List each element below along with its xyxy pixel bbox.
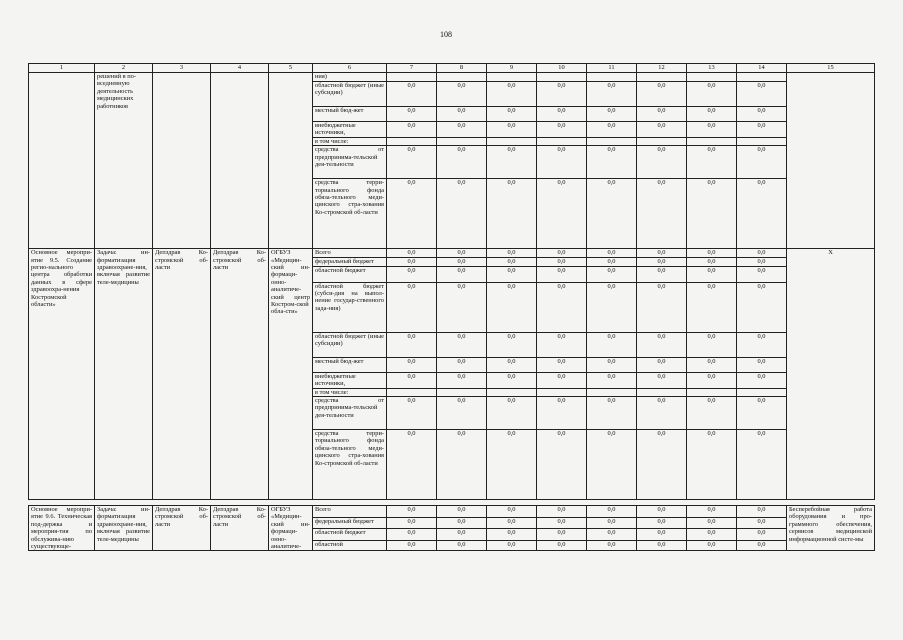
column-number: 13	[687, 64, 737, 73]
column-number: 5	[269, 64, 313, 73]
value-cell	[637, 388, 687, 396]
value-cell	[437, 388, 487, 396]
value-cell: 0,0	[537, 372, 587, 388]
value-cell: 0,0	[587, 529, 637, 541]
value-cell: 0,0	[537, 146, 587, 179]
value-cell: 0,0	[587, 397, 637, 430]
value-cell: 0,0	[387, 357, 437, 372]
value-cell: 0,0	[687, 122, 737, 138]
value-cell: 0,0	[487, 179, 537, 249]
value-cell: 0,0	[637, 249, 687, 257]
value-cell: 0,0	[687, 257, 737, 266]
value-cell: 0,0	[687, 82, 737, 107]
value-cell: 0,0	[687, 179, 737, 249]
value-cell: 0,0	[687, 397, 737, 430]
column-number: 8	[437, 64, 487, 73]
value-cell: 0,0	[687, 540, 737, 551]
value-cell: 0,0	[437, 107, 487, 122]
result-cell: Бесперебойная работа оборудования и про-граммного обеспечения, сервисов медицинской информационной систе-мы	[787, 506, 875, 551]
value-cell: 0,0	[437, 372, 487, 388]
value-cell: 0,0	[637, 372, 687, 388]
value-cell	[537, 388, 587, 396]
column-number: 6	[313, 64, 387, 73]
value-cell: 0,0	[637, 357, 687, 372]
empty-cell	[211, 73, 269, 249]
value-cell: 0,0	[687, 332, 737, 357]
column-number: 10	[537, 64, 587, 73]
value-cell: 0,0	[487, 540, 537, 551]
participant-cell: ОГБУЗ «Медицин-ский ин-формаци-онно-аналитиче-ский центр Костром-ской обла-сти»	[269, 249, 313, 500]
value-cell: 0,0	[637, 282, 687, 332]
funding-source-label: федеральный бюджет	[313, 517, 387, 529]
value-cell: 0,0	[387, 282, 437, 332]
value-cell: 0,0	[587, 107, 637, 122]
value-cell: 0,0	[737, 107, 787, 122]
value-cell: 0,0	[737, 82, 787, 107]
value-cell	[487, 73, 537, 82]
value-cell: 0,0	[637, 540, 687, 551]
value-cell: 0,0	[637, 146, 687, 179]
value-cell: 0,0	[437, 517, 487, 529]
value-cell	[487, 137, 537, 145]
value-cell: 0,0	[537, 122, 587, 138]
value-cell: 0,0	[737, 430, 787, 500]
value-cell	[587, 388, 637, 396]
funding-source-label: федеральный бюджет	[313, 257, 387, 266]
value-cell	[637, 73, 687, 82]
value-cell	[587, 137, 637, 145]
table-row	[29, 506, 875, 518]
task-cell: решений в по-вседневную деятельность медицинских работников	[95, 73, 153, 249]
value-cell: 0,0	[387, 332, 437, 357]
column-number: 4	[211, 64, 269, 73]
table-row	[29, 73, 875, 82]
value-cell: 0,0	[737, 257, 787, 266]
value-cell: 0,0	[587, 122, 637, 138]
value-cell: 0,0	[537, 540, 587, 551]
value-cell: 0,0	[687, 529, 737, 541]
value-cell: 0,0	[487, 357, 537, 372]
value-cell: 0,0	[687, 107, 737, 122]
value-cell	[487, 388, 537, 396]
value-cell: 0,0	[387, 146, 437, 179]
value-cell: 0,0	[687, 282, 737, 332]
value-cell: 0,0	[437, 282, 487, 332]
value-cell: 0,0	[487, 82, 537, 107]
funding-source-label: средства терри-ториального фонда обяза-тельного меди-цинского стра-хования Ко-стромской об-ласти	[313, 179, 387, 249]
value-cell: 0,0	[387, 506, 437, 518]
value-cell	[437, 137, 487, 145]
task-cell: Задача: ин-форматизация здравоохране-ния, включая развитие теле-медицины	[95, 506, 153, 551]
budget-table	[28, 63, 875, 551]
value-cell: 0,0	[687, 430, 737, 500]
value-cell: 0,0	[387, 372, 437, 388]
value-cell: 0,0	[437, 506, 487, 518]
funding-source-label: областной бюджет (субси-дия на выпол-нение государ-ственного зада-ния)	[313, 282, 387, 332]
funding-source-label: средства от предпринима-тельской дея-тельности	[313, 146, 387, 179]
event-name-cell: Основное меропри-ятие 9.6. Техническая под-держка и мероприя-тия по обслужива-нию существующе-	[29, 506, 95, 551]
value-cell: 0,0	[637, 332, 687, 357]
value-cell: 0,0	[537, 332, 587, 357]
value-cell: 0,0	[437, 332, 487, 357]
value-cell: 0,0	[387, 397, 437, 430]
funding-source-label: областной бюджет (иные субсидии)	[313, 82, 387, 107]
value-cell: 0,0	[387, 540, 437, 551]
value-cell: 0,0	[637, 107, 687, 122]
value-cell: 0,0	[487, 122, 537, 138]
column-number: 1	[29, 64, 95, 73]
funding-source-label: внебюджетные источники,	[313, 122, 387, 138]
value-cell: 0,0	[687, 249, 737, 257]
value-cell	[737, 73, 787, 82]
column-number: 2	[95, 64, 153, 73]
value-cell: 0,0	[537, 430, 587, 500]
value-cell	[537, 137, 587, 145]
value-cell	[687, 388, 737, 396]
value-cell: 0,0	[587, 282, 637, 332]
value-cell: 0,0	[387, 266, 437, 282]
value-cell: 0,0	[587, 332, 637, 357]
value-cell: 0,0	[387, 517, 437, 529]
value-cell: 0,0	[537, 397, 587, 430]
funding-source-label: в том числе:	[313, 137, 387, 145]
value-cell: 0,0	[687, 266, 737, 282]
value-cell	[687, 137, 737, 145]
value-cell: 0,0	[587, 249, 637, 257]
responsible-cell: Депздрав Ко-стромской об-ласти	[153, 506, 211, 551]
value-cell: 0,0	[537, 282, 587, 332]
value-cell	[387, 137, 437, 145]
value-cell: 0,0	[637, 179, 687, 249]
value-cell: 0,0	[687, 517, 737, 529]
funding-source-label: средства от предпринима-тельской дея-тельности	[313, 397, 387, 430]
value-cell: 0,0	[587, 357, 637, 372]
value-cell: 0,0	[637, 430, 687, 500]
value-cell: 0,0	[637, 257, 687, 266]
value-cell: 0,0	[637, 506, 687, 518]
value-cell: 0,0	[737, 506, 787, 518]
value-cell: 0,0	[437, 430, 487, 500]
value-cell	[537, 73, 587, 82]
value-cell: 0,0	[737, 146, 787, 179]
value-cell: 0,0	[487, 506, 537, 518]
value-cell: 0,0	[537, 107, 587, 122]
value-cell: 0,0	[637, 266, 687, 282]
value-cell: 0,0	[487, 529, 537, 541]
value-cell: 0,0	[687, 146, 737, 179]
value-cell: 0,0	[437, 249, 487, 257]
value-cell: 0,0	[487, 257, 537, 266]
value-cell: 0,0	[537, 529, 587, 541]
value-cell: 0,0	[587, 540, 637, 551]
value-cell: 0,0	[537, 266, 587, 282]
funding-source-label: внебюджетные источники,	[313, 372, 387, 388]
task-cell: Задача: ин-форматизация здравоохране-ния, включая развитие теле-медицины	[95, 249, 153, 500]
value-cell: 0,0	[487, 372, 537, 388]
value-cell: 0,0	[437, 179, 487, 249]
participant-cell: ОГБУЗ «Медицин-ский ин-формаци-онно-аналитиче-	[269, 506, 313, 551]
value-cell: 0,0	[587, 266, 637, 282]
value-cell: 0,0	[587, 506, 637, 518]
value-cell: 0,0	[587, 517, 637, 529]
column-number: 9	[487, 64, 537, 73]
column-number: 7	[387, 64, 437, 73]
value-cell: 0,0	[437, 529, 487, 541]
value-cell: 0,0	[487, 282, 537, 332]
value-cell	[587, 73, 637, 82]
value-cell	[437, 73, 487, 82]
value-cell: 0,0	[537, 257, 587, 266]
value-cell: 0,0	[387, 249, 437, 257]
value-cell: 0,0	[537, 179, 587, 249]
value-cell: 0,0	[587, 82, 637, 107]
value-cell: 0,0	[487, 266, 537, 282]
page-number: 108	[440, 30, 452, 39]
empty-cell	[29, 73, 95, 249]
value-cell: 0,0	[487, 249, 537, 257]
value-cell: 0,0	[537, 249, 587, 257]
value-cell: 0,0	[437, 357, 487, 372]
value-cell: 0,0	[387, 107, 437, 122]
value-cell: 0,0	[487, 517, 537, 529]
value-cell: 0,0	[737, 540, 787, 551]
value-cell: 0,0	[387, 529, 437, 541]
value-cell: 0,0	[737, 517, 787, 529]
value-cell: 0,0	[537, 517, 587, 529]
empty-cell	[153, 73, 211, 249]
value-cell: 0,0	[487, 146, 537, 179]
funding-source-label: областной бюджет	[313, 529, 387, 541]
value-cell: 0,0	[587, 257, 637, 266]
value-cell: 0,0	[437, 257, 487, 266]
value-cell: 0,0	[437, 122, 487, 138]
coexecutor-cell: Депздрав Ко-стромской об-ласти	[211, 249, 269, 500]
funding-source-label: ния)	[313, 73, 387, 82]
value-cell: 0,0	[537, 506, 587, 518]
value-cell: 0,0	[637, 122, 687, 138]
value-cell: 0,0	[437, 540, 487, 551]
value-cell	[737, 137, 787, 145]
column-number: 12	[637, 64, 687, 73]
value-cell: 0,0	[387, 82, 437, 107]
funding-source-label: в том числе:	[313, 388, 387, 396]
event-name-cell: Основное меропри-ятие 9.5. Создание регио-нального центра обработки данных в сфере здравоохра-нения Костромской области»	[29, 249, 95, 500]
funding-source-label: областной бюджет (иные субсидии)	[313, 332, 387, 357]
value-cell	[737, 388, 787, 396]
value-cell: 0,0	[737, 529, 787, 541]
value-cell: 0,0	[737, 282, 787, 332]
value-cell: 0,0	[737, 122, 787, 138]
funding-source-label: Всего	[313, 249, 387, 257]
value-cell: 0,0	[437, 397, 487, 430]
value-cell: 0,0	[487, 332, 537, 357]
value-cell: 0,0	[637, 82, 687, 107]
column-number: 11	[587, 64, 637, 73]
value-cell: 0,0	[687, 372, 737, 388]
value-cell: 0,0	[737, 372, 787, 388]
funding-source-label: местный бюд-жет	[313, 107, 387, 122]
value-cell	[387, 73, 437, 82]
value-cell: 0,0	[737, 249, 787, 257]
value-cell: 0,0	[637, 397, 687, 430]
funding-source-label: областной	[313, 540, 387, 551]
header-row	[29, 64, 875, 73]
funding-source-label: местный бюд-жет	[313, 357, 387, 372]
value-cell: 0,0	[537, 82, 587, 107]
value-cell: 0,0	[437, 266, 487, 282]
coexecutor-cell: Депздрав Ко-стромской об-ласти	[211, 506, 269, 551]
value-cell: 0,0	[587, 179, 637, 249]
value-cell: 0,0	[437, 146, 487, 179]
value-cell: 0,0	[687, 357, 737, 372]
value-cell: 0,0	[387, 179, 437, 249]
value-cell: 0,0	[637, 529, 687, 541]
value-cell	[687, 73, 737, 82]
empty-cell	[269, 73, 313, 249]
value-cell: 0,0	[487, 430, 537, 500]
funding-source-label: областной бюджет	[313, 266, 387, 282]
result-cell	[787, 73, 875, 249]
funding-source-label: Всего	[313, 506, 387, 518]
value-cell: 0,0	[387, 430, 437, 500]
funding-source-label: средства терри-ториального фонда обяза-тельного меди-цинского стра-хования Ко-стромской об-ласти	[313, 430, 387, 500]
value-cell: 0,0	[587, 372, 637, 388]
value-cell: 0,0	[537, 357, 587, 372]
value-cell: 0,0	[487, 397, 537, 430]
column-number: 3	[153, 64, 211, 73]
table-row	[29, 249, 875, 257]
value-cell: 0,0	[637, 517, 687, 529]
column-number: 14	[737, 64, 787, 73]
value-cell	[637, 137, 687, 145]
column-number: 15	[787, 64, 875, 73]
responsible-cell: Депздрав Ко-стромской об-ласти	[153, 249, 211, 500]
value-cell: 0,0	[587, 430, 637, 500]
value-cell: 0,0	[387, 122, 437, 138]
value-cell: 0,0	[587, 146, 637, 179]
value-cell: 0,0	[487, 107, 537, 122]
value-cell: 0,0	[687, 506, 737, 518]
value-cell: 0,0	[737, 179, 787, 249]
value-cell: 0,0	[387, 257, 437, 266]
value-cell: 0,0	[737, 397, 787, 430]
value-cell: 0,0	[737, 266, 787, 282]
value-cell	[387, 388, 437, 396]
value-cell: 0,0	[737, 357, 787, 372]
value-cell: 0,0	[737, 332, 787, 357]
value-cell: 0,0	[437, 82, 487, 107]
result-cell: Х	[787, 249, 875, 500]
